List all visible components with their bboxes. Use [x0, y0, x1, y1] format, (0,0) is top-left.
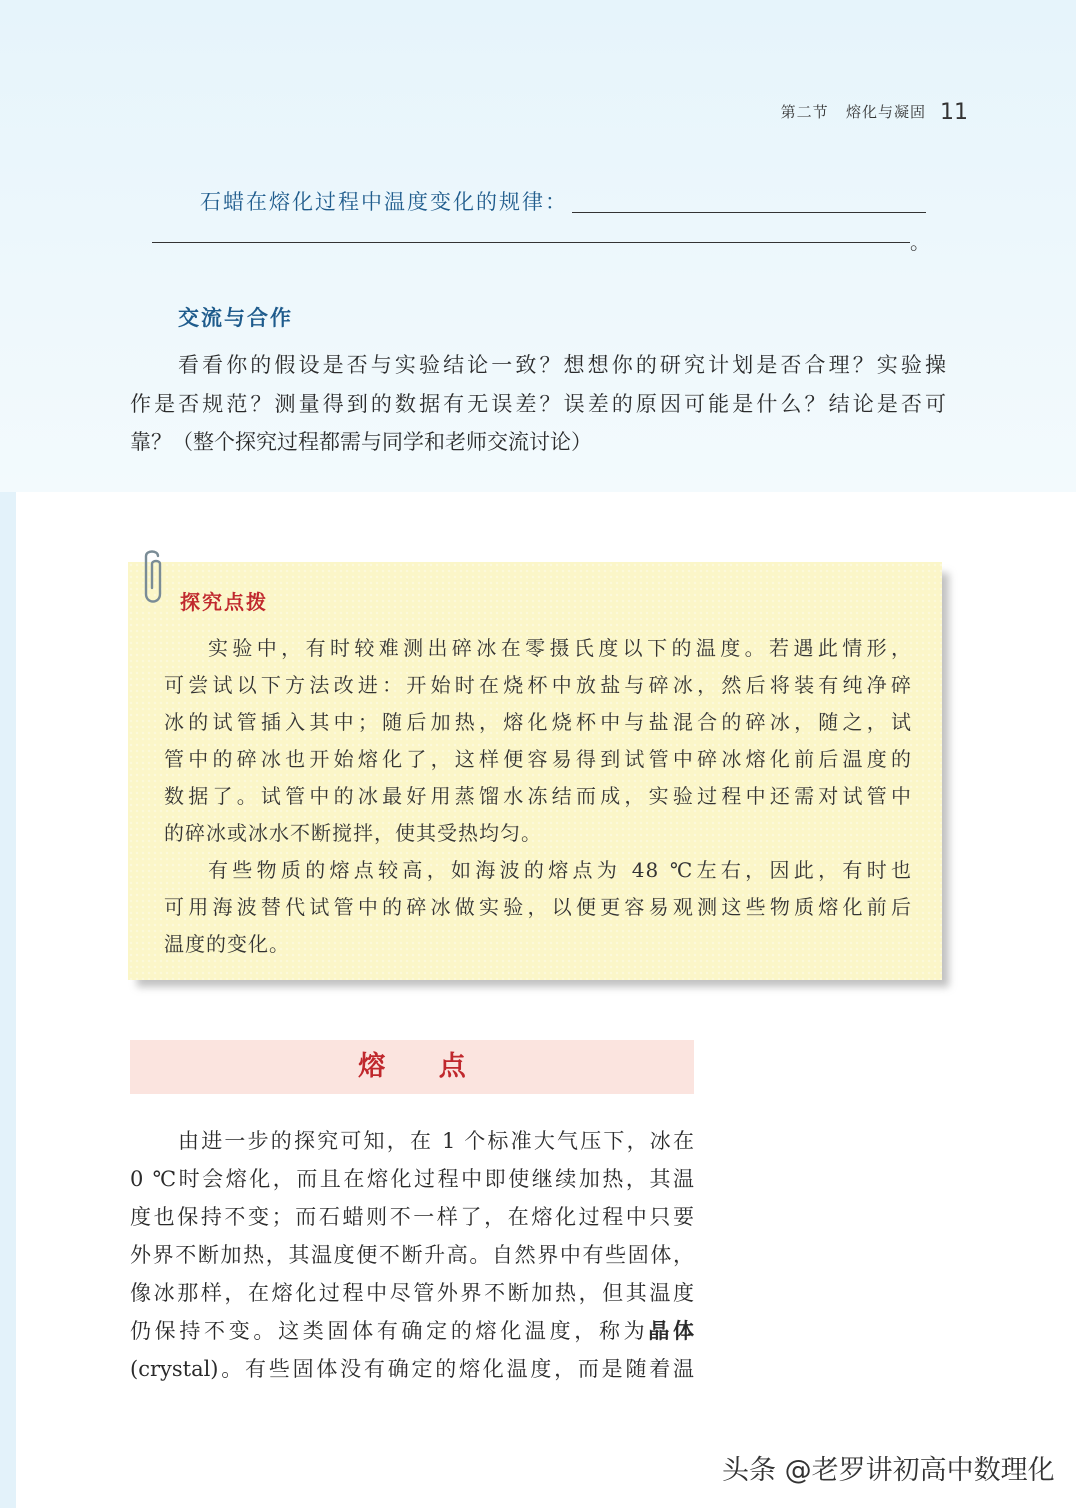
fill-in-period: 。	[910, 230, 930, 254]
body-line-3: 度也保持不变；而石蜡则不一样了，在熔化过程中只要	[130, 1205, 694, 1229]
exchange-heading: 交流与合作	[178, 305, 293, 330]
paperclip-icon	[138, 548, 168, 612]
body-line-6-text: 仍保持不变。这类固体有确定的熔化温度，称为	[130, 1319, 649, 1343]
running-header	[781, 100, 968, 125]
left-margin-strip	[0, 492, 16, 1508]
body-line-6	[130, 1312, 694, 1350]
body-line-4: 外界不断加热，其温度便不断升高。自然界中有些固体，	[130, 1243, 694, 1267]
body-line-7: (crystal)。有些固体没有确定的熔化温度，而是随着温	[130, 1357, 694, 1381]
tip-line-5: 数据了。试管中的冰最好用蒸馏水冻结而成，实验过程中还需对试管中	[164, 784, 912, 808]
body-line-5: 像冰那样，在熔化过程中尽管外界不断加热，但其温度	[130, 1281, 694, 1305]
term-crystal: 晶体	[648, 1318, 695, 1343]
tip-line-2: 可尝试以下方法改进：开始时在烧杯中放盐与碎冰，然后将装有纯净碎	[164, 673, 912, 697]
exchange-line-2: 作是否规范？测量得到的数据有无误差？误差的原因可能是什么？结论是否可	[130, 392, 946, 416]
body-line-2: 0 ℃时会熔化，而且在熔化过程中即使继续加热，其温	[130, 1167, 694, 1191]
watermark: 头条 @老罗讲初高中数理化	[722, 1455, 1055, 1486]
exchange-line-1: 看看你的假设是否与实验结论一致？想想你的研究计划是否合理？实验操	[178, 353, 946, 377]
tip-line-6: 的碎冰或冰水不断搅拌，使其受热均匀。	[164, 821, 542, 845]
answer-blank-2[interactable]	[152, 242, 910, 243]
tip-line-4: 管中的碎冰也开始熔化了，这样便容易得到试管中碎冰熔化前后温度的	[164, 747, 912, 771]
header-section-title: 熔化与凝固	[845, 103, 926, 121]
tip-line-8: 可用海波替代试管中的碎冰做实验，以便更容易观测这些物质熔化前后	[164, 895, 912, 919]
tip-line-7: 有些物质的熔点较高，如海波的熔点为 48 ℃左右，因此，有时也	[208, 858, 912, 882]
header-section-label: 第二节	[780, 103, 829, 121]
tip-line-9: 温度的变化。	[164, 932, 290, 956]
page-number: 11	[940, 100, 968, 125]
fill-in-prompt: 石蜡在熔化过程中温度变化的规律：	[200, 190, 568, 214]
exchange-line-3: 靠？（整个探究过程都需与同学和老师交流讨论）	[130, 430, 592, 454]
body-line-1: 由进一步的探究可知，在 1 个标准大气压下，冰在	[178, 1129, 694, 1153]
tip-line-1: 实验中，有时较难测出碎冰在零摄氏度以下的温度。若遇此情形，	[208, 636, 912, 660]
tip-line-3: 冰的试管插入其中；随后加热，熔化烧杯中与盐混合的碎冰，随之，试	[164, 710, 912, 734]
answer-blank-1[interactable]	[572, 212, 926, 213]
tip-box-title: 探究点拨	[180, 590, 268, 614]
section-title: 熔 点	[358, 1051, 488, 1082]
fill-in-question	[200, 186, 926, 216]
